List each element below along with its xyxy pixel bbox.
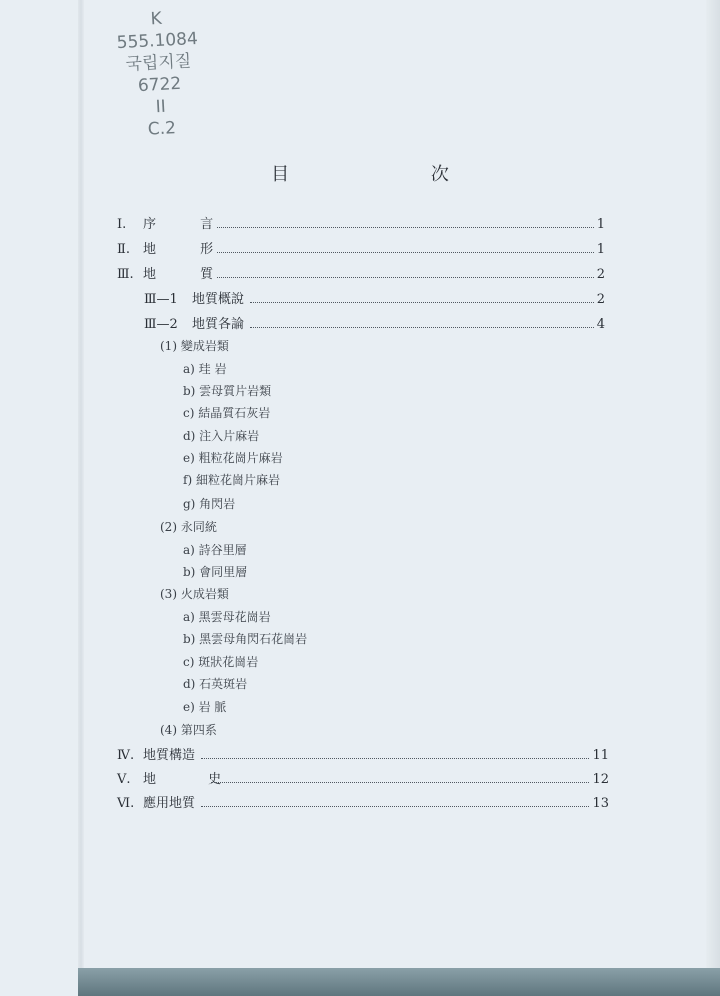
binding-gutter <box>78 0 84 996</box>
toc-entry-1[interactable] <box>117 213 605 232</box>
toc-page: 2 <box>596 267 605 282</box>
toc-number: Ⅳ. <box>117 748 135 763</box>
toc-label: 應用地質 <box>143 796 196 811</box>
toc-subsection-item: b) 雲母質片岩類 <box>183 384 272 398</box>
toc-page: 1 <box>596 217 605 232</box>
toc-label: 地 質 <box>143 267 234 282</box>
toc-subsection-item: c) 斑狀花崗岩 <box>183 655 259 669</box>
toc-subsection-item: d) 注入片麻岩 <box>183 429 260 443</box>
toc-subsection-item: g) 角閃岩 <box>183 497 236 511</box>
stamp-line: 555.1084 <box>116 28 199 54</box>
toc-subsection-item: d) 石英斑岩 <box>183 677 248 691</box>
toc-label: 地質構造 <box>143 748 196 763</box>
toc-label: 地 史 <box>143 772 246 787</box>
toc-subsection-item: c) 結晶質石灰岩 <box>183 406 271 420</box>
page-edge <box>706 0 720 996</box>
toc-subsection-item: a) 黑雲母花崗岩 <box>183 610 271 624</box>
toc-subsection: (2) 永同統 <box>160 520 217 534</box>
toc-label: 地質各論 <box>192 317 245 332</box>
toc-page: 4 <box>596 317 605 332</box>
stamp-line: 국립지질 <box>125 51 192 75</box>
library-call-number-stamp <box>101 5 218 143</box>
toc-label: 地質概說 <box>192 292 245 307</box>
toc-subsection: (1) 變成岩類 <box>160 339 229 353</box>
toc-number: Ⅲ—2 <box>144 317 178 332</box>
toc-leader <box>250 302 594 303</box>
toc-entry-3-1[interactable] <box>144 288 605 307</box>
toc-number: Ⅲ—1 <box>144 292 178 307</box>
toc-subsection-item: f) 細粒花崗片麻岩 <box>183 473 280 487</box>
stamp-line: K <box>150 8 163 30</box>
toc-subsection-item: e) 粗粒花崗片麻岩 <box>183 451 283 465</box>
stamp-line: 6722 <box>137 73 182 97</box>
toc-leader <box>201 758 589 759</box>
toc-entry-3-2[interactable] <box>144 313 605 332</box>
toc-leader <box>217 277 594 278</box>
toc-subsection-item: a) 珪 岩 <box>183 362 227 376</box>
toc-number: Ⅴ. <box>117 772 131 787</box>
toc-page: 1 <box>596 242 605 257</box>
toc-entry-6[interactable] <box>117 792 609 811</box>
toc-number: Ⅲ. <box>117 267 134 282</box>
toc-subsection-item: a) 詩谷里層 <box>183 543 247 557</box>
page-title: 目 次 <box>271 164 517 185</box>
toc-subsection-item: b) 會同里層 <box>183 565 248 579</box>
stamp-line: C.2 <box>147 118 177 140</box>
toc-number: Ⅱ. <box>117 242 130 257</box>
toc-subsection-item: e) 岩 脈 <box>183 700 227 714</box>
toc-leader <box>217 252 594 253</box>
toc-leader <box>217 227 594 228</box>
toc-number: Ⅰ. <box>117 217 127 232</box>
toc-subsection: (4) 第四系 <box>160 723 217 737</box>
toc-entry-5[interactable] <box>117 768 609 787</box>
toc-label: 序 言 <box>143 217 234 232</box>
stamp-line: II <box>155 96 167 118</box>
toc-subsection-item: b) 黑雲母角閃石花崗岩 <box>183 632 308 646</box>
toc-page: 2 <box>596 292 605 307</box>
toc-leader <box>201 806 589 807</box>
toc-leader <box>250 327 594 328</box>
toc-page: 11 <box>592 748 609 763</box>
toc-entry-4[interactable] <box>117 744 609 763</box>
toc-label: 地 形 <box>143 242 234 257</box>
cover-edge-strip <box>78 968 720 996</box>
toc-entry-3[interactable] <box>117 263 605 282</box>
toc-page: 12 <box>592 772 609 787</box>
toc-entry-2[interactable] <box>117 238 605 257</box>
toc-subsection: (3) 火成岩類 <box>160 587 229 601</box>
toc-page: 13 <box>592 796 609 811</box>
toc-number: Ⅵ. <box>117 796 135 811</box>
toc-leader <box>211 782 589 783</box>
